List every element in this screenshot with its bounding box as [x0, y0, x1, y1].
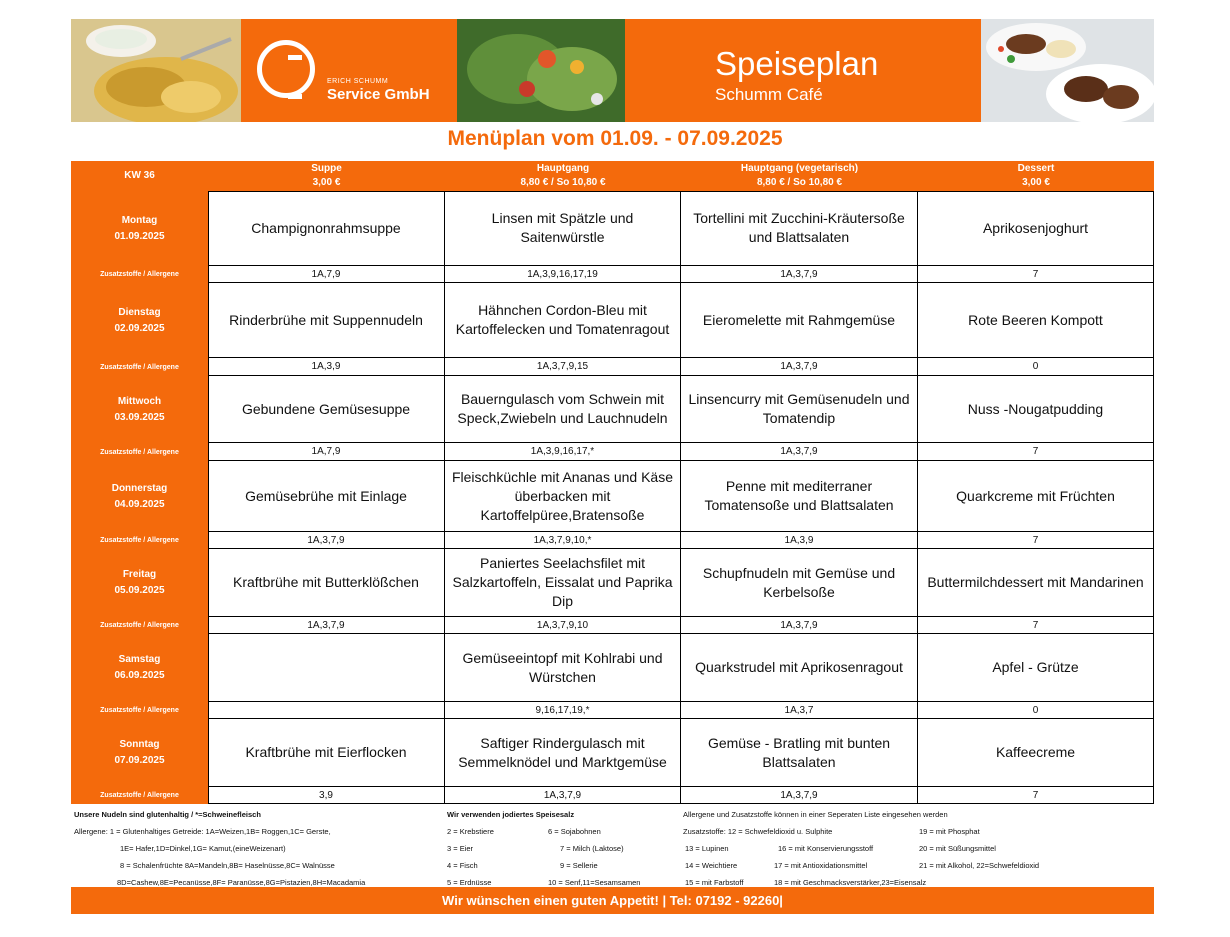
- allergen-code: 1A,3,7,9: [681, 617, 918, 634]
- allergen-code: 0: [918, 702, 1154, 719]
- allergen-code: 1A,3,7,9: [681, 358, 918, 376]
- allergen-10: 10 = Senf,11=Sesamsamen: [548, 878, 641, 887]
- allergen-code: 9,16,17,19,*: [445, 702, 681, 719]
- dish-cell: Apfel - Grütze: [918, 634, 1154, 702]
- allergen-code: 1A,3,7,9,10: [445, 617, 681, 634]
- allergen-label: Zusatzstoffe / Allergene: [100, 537, 179, 544]
- day-name: Montag: [121, 214, 158, 226]
- day-label: [71, 634, 208, 702]
- day-date: 05.09.2025: [114, 585, 165, 596]
- allergen-note-1: Allergene: 1 = Glutenhaltiges Getreide: 1A=Weizen,1B= Roggen,1C= Gerste,: [74, 827, 331, 836]
- menu-title: Menüplan vom 01.09. - 07.09.2025: [447, 127, 783, 150]
- day-date: 04.09.2025: [114, 498, 165, 510]
- day-name: Freitag: [122, 569, 157, 580]
- dish-cell: Linsen mit Spätzle und Saitenwürstle: [445, 191, 681, 266]
- allergen-code: [208, 702, 445, 719]
- day-label: [71, 283, 208, 358]
- day-label: [71, 191, 208, 266]
- day-name: Sonntag: [119, 739, 160, 750]
- allergen-code: 7: [918, 532, 1154, 549]
- dish-cell: Eieromelette mit Rahmgemüse: [681, 283, 918, 358]
- additive-20: 20 = mit Süßungsmittel: [919, 844, 996, 853]
- allergen-note-2: 1E= Hafer,1D=Dinkel,1G= Kamut,(eineWeizenart): [120, 844, 286, 853]
- allergen-code: 1A,3,7,9,10,*: [445, 532, 681, 549]
- allergen-code: 1A,3,7,9: [208, 617, 445, 634]
- day-name: Samstag: [118, 654, 161, 665]
- dish-cell: Gemüseeintopf mit Kohlrabi und Würstchen: [445, 634, 681, 702]
- column-header: [445, 161, 681, 191]
- allergen-code: 1A,7,9: [208, 443, 445, 461]
- photo-meatballs: [981, 19, 1154, 122]
- allergen-code: 1A,7,9: [208, 266, 445, 283]
- column-header: [681, 161, 918, 191]
- dish-cell: Saftiger Rindergulasch mit Semmelknödel und Marktgemüse: [445, 719, 681, 787]
- dish-cell: Aprikosenjoghurt: [918, 191, 1154, 266]
- column-name: Hauptgang (vegetarisch): [740, 163, 859, 174]
- day-label: [71, 549, 208, 617]
- logo-circle-icon: [257, 40, 315, 98]
- allergen-code: 1A,3,7,9: [445, 787, 681, 804]
- allergen-4: 4 = Fisch: [447, 861, 478, 870]
- company-small: ERICH SCHUMM: [327, 78, 389, 85]
- company-logo: [241, 19, 457, 122]
- allergen-code: 1A,3,7: [681, 702, 918, 719]
- allergen-label: Zusatzstoffe / Allergene: [100, 271, 179, 278]
- day-label: [71, 461, 208, 532]
- additive-16: 16 = mit Konservierungsstoff: [778, 844, 874, 853]
- column-price: 3,00 €: [1022, 177, 1050, 188]
- day-name: Dienstag: [118, 306, 161, 318]
- allergen-label: Zusatzstoffe / Allergene: [100, 363, 179, 371]
- dish-cell: Bauerngulasch vom Schwein mit Speck,Zwiebeln und Lauchnudeln: [445, 376, 681, 443]
- allergen-label: Zusatzstoffe / Allergene: [100, 448, 179, 456]
- day-label: [71, 719, 208, 787]
- dish-cell: Quarkstrudel mit Aprikosenragout: [681, 634, 918, 702]
- page-title: Speiseplan: [715, 45, 879, 82]
- allergen-6: 6 = Sojabohnen: [548, 827, 601, 836]
- dish-cell: Rinderbrühe mit Suppennudeln: [208, 283, 445, 358]
- title-box: [625, 19, 981, 122]
- dish-cell: Schupfnudeln mit Gemüse und Kerbelsoße: [681, 549, 918, 617]
- dish-cell: Penne mit mediterraner Tomatensoße und Blattsalaten: [681, 461, 918, 532]
- note-salt: Wir verwenden jodiertes Speisesalz: [447, 810, 575, 819]
- allergen-code: 0: [918, 358, 1154, 376]
- allergen-code: 7: [918, 617, 1154, 634]
- column-price: 8,80 € / So 10,80 €: [756, 177, 843, 188]
- photo-spaetzle: [71, 19, 241, 122]
- company-name: Service GmbH: [327, 86, 430, 103]
- footer-bar: Wir wünschen einen guten Appetit! | Tel: 07192 - 92260|: [71, 887, 1154, 914]
- allergen-code: 1A,3,9,16,17,19: [445, 266, 681, 283]
- day-date: 02.09.2025: [114, 322, 165, 334]
- note-list: Allergene und Zusatzstoffe können in einer Seperaten Liste eingesehen werden: [683, 810, 948, 819]
- additive-19: 19 = mit Phosphat: [919, 827, 980, 836]
- allergen-code: 1A,3,7,9: [208, 532, 445, 549]
- dish-cell: Rote Beeren Kompott: [918, 283, 1154, 358]
- photo-salad: [457, 19, 625, 122]
- day-date: 03.09.2025: [114, 411, 165, 423]
- allergen-2: 2 = Krebstiere: [447, 827, 494, 836]
- additive-18: 18 = mit Geschmacksverstärker,23=Eisensalz: [774, 878, 927, 887]
- column-name: Dessert: [1017, 163, 1055, 174]
- allergen-label: Zusatzstoffe / Allergene: [100, 622, 179, 629]
- additive-21: 21 = mit Alkohol, 22=Schwefeldioxid: [919, 861, 1040, 870]
- column-price: 8,80 € / So 10,80 €: [520, 177, 606, 188]
- allergen-label: Zusatzstoffe / Allergene: [100, 792, 179, 799]
- allergen-code: 1A,3,9: [208, 358, 445, 376]
- allergen-7: 7 = Milch (Laktose): [560, 844, 624, 853]
- additive-13: 13 = Lupinen: [685, 844, 729, 853]
- dish-cell: Kraftbrühe mit Butterklößchen: [208, 549, 445, 617]
- column-header: [208, 161, 445, 191]
- page-subtitle: Schumm Café: [715, 85, 823, 104]
- column-header: [918, 161, 1154, 191]
- dish-cell: Linsencurry mit Gemüsenudeln und Tomatendip: [681, 376, 918, 443]
- day-date: 06.09.2025: [114, 670, 165, 681]
- week-label: KW 36: [124, 170, 155, 181]
- additive-12: Zusatzstoffe: 12 = Schwefeldioxid u. Sulphite: [683, 827, 833, 836]
- day-name: Donnerstag: [111, 482, 168, 494]
- dish-cell: Nuss -Nougatpudding: [918, 376, 1154, 443]
- note-pasta: Unsere Nudeln sind glutenhaltig / *=Schweinefleisch: [74, 810, 261, 819]
- allergen-code: 7: [918, 443, 1154, 461]
- allergen-code: 1A,3,7,9: [681, 787, 918, 804]
- dish-cell: Kraftbrühe mit Eierflocken: [208, 719, 445, 787]
- additive-14: 14 = Weichtiere: [685, 861, 738, 870]
- allergen-code: 1A,3,9: [681, 532, 918, 549]
- column-name: Hauptgang: [536, 163, 590, 174]
- allergen-code: 1A,3,7,9,15: [445, 358, 681, 376]
- dish-cell: Champignonrahmsuppe: [208, 191, 445, 266]
- allergen-code: 7: [918, 787, 1154, 804]
- allergen-note-3: 8 = Schalenfrüchte 8A=Mandeln,8B= Haselnüsse,8C= Walnüsse: [120, 861, 335, 870]
- allergen-code: 1A,3,9,16,17,*: [445, 443, 681, 461]
- allergen-code: 1A,3,7,9: [681, 443, 918, 461]
- column-name: Suppe: [311, 163, 342, 174]
- day-date: 07.09.2025: [114, 755, 165, 766]
- dish-cell: Fleischküchle mit Ananas und Käse überbacken mit Kartoffelpüree,Bratensoße: [445, 461, 681, 532]
- allergen-code: 7: [918, 266, 1154, 283]
- allergen-code: 3,9: [208, 787, 445, 804]
- dish-cell: Tortellini mit Zucchini-Kräutersoße und Blattsalaten: [681, 191, 918, 266]
- day-label: [71, 376, 208, 443]
- dish-cell: Kaffeecreme: [918, 719, 1154, 787]
- allergen-code: 1A,3,7,9: [681, 266, 918, 283]
- column-price: 3,00 €: [312, 177, 341, 188]
- allergen-label: Zusatzstoffe / Allergene: [100, 707, 179, 714]
- day-date: 01.09.2025: [114, 230, 165, 242]
- allergen-note-4: 8D=Cashew,8E=Pecanüsse,8F= Paranüsse,8G=Pistazien,8H=Macadamia: [117, 878, 366, 887]
- allergen-9: 9 = Sellerie: [560, 861, 598, 870]
- allergen-5: 5 = Erdnüsse: [447, 878, 492, 887]
- additive-17: 17 = mit Antioxidationsmittel: [774, 861, 868, 870]
- dish-cell: [208, 634, 445, 702]
- day-name: Mittwoch: [117, 395, 162, 407]
- dish-cell: Hähnchen Cordon-Bleu mit Kartoffelecken und Tomatenragout: [445, 283, 681, 358]
- allergen-3: 3 = Eier: [447, 844, 474, 853]
- dish-cell: Paniertes Seelachsfilet mit Salzkartoffeln, Eissalat und Paprika Dip: [445, 549, 681, 617]
- dish-cell: Gemüse - Bratling mit bunten Blattsalaten: [681, 719, 918, 787]
- dish-cell: Gemüsebrühe mit Einlage: [208, 461, 445, 532]
- dish-cell: Buttermilchdessert mit Mandarinen: [918, 549, 1154, 617]
- dish-cell: Quarkcreme mit Früchten: [918, 461, 1154, 532]
- dish-cell: Gebundene Gemüsesuppe: [208, 376, 445, 443]
- additive-15: 15 = mit Farbstoff: [685, 878, 744, 887]
